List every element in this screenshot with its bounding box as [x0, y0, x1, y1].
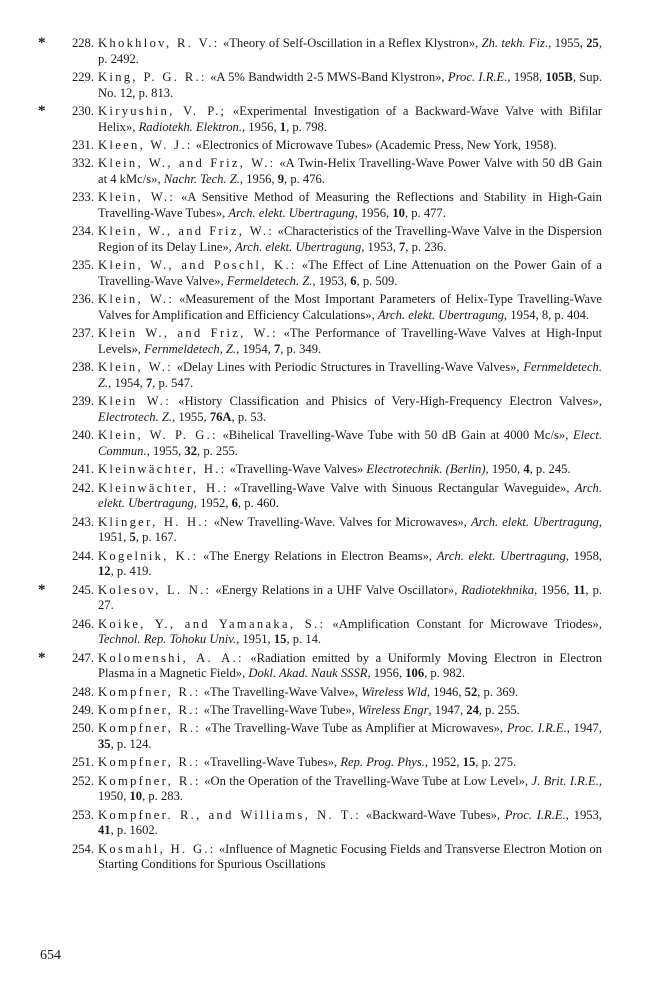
reference-title: «Travelling-Wave Valve with Sinuous Rectangular Waveguide», [228, 480, 575, 495]
reference-year: , 1951, [98, 514, 603, 545]
reference-year: , 1955, [146, 443, 185, 458]
reference-number: 251. [71, 755, 94, 770]
reference-year: , 1951, [236, 632, 274, 647]
reference-title: «The Energy Relations in Electron Beams», [198, 548, 437, 563]
reference-title: «Electronics of Microwave Tubes» (Academic Press, New York, 1958). [192, 137, 557, 152]
reference-year: , 1958, [507, 69, 546, 84]
reference-pages: , p. 236. [405, 239, 447, 254]
reference-number: 231. [71, 137, 94, 152]
reference-journal: Fernmeldetech. Z. [98, 360, 602, 390]
reference-volume: 1 [279, 119, 287, 134]
reference-number: 244. [71, 548, 94, 563]
reference-author: Kolesov, L. N.: [98, 582, 212, 597]
reference-title: «Influence of Magnetic Focusing Fields and Transverse Electron Motion on Starting Conditions for Spurious Oscillations [98, 841, 603, 872]
reference-author: Kompfner, R.: [98, 684, 201, 699]
reference-year: , 1947, [566, 721, 603, 736]
reference-marker: * [38, 581, 46, 598]
reference-journal: Electrotechnik. (Berlin) [366, 462, 486, 477]
reference-author: Klein, W. P. G.: [98, 428, 218, 443]
reference-year: , 1956, [367, 666, 406, 681]
reference-title: «On the Operation of the Travelling-Wave Tube at Low Level», [200, 773, 532, 788]
reference-title: «Travelling-Wave Tubes», [200, 755, 341, 770]
reference-number: 236. [71, 292, 94, 307]
reference-title: «Characteristics of the Travelling-Wave Valve in the Dispersion Region of its Delay Line», [98, 224, 602, 254]
reference-journal: Radiotekh. Elektron. [138, 119, 242, 134]
reference-year: , 1947, [428, 702, 467, 717]
reference-journal: Fermeldetech. Z. [226, 273, 313, 288]
reference-journal: Arch. elekt. Ubertragung [235, 239, 362, 254]
reference-number: 230. [71, 103, 94, 118]
reference-pages: , p. 982. [424, 666, 466, 681]
reference-volume: 15 [273, 632, 287, 647]
reference-entry [0, 703, 646, 719]
reference-title: «History Classification and Phisics of Very-High-Frequency Electron Valves», [171, 394, 602, 409]
reference-entry [0, 138, 646, 154]
reference-volume: 24 [466, 702, 479, 717]
reference-title: «The Travelling-Wave Tube», [200, 702, 358, 717]
reference-journal: Arch. elekt. Ubertragung [228, 205, 355, 220]
reference-entry [0, 808, 646, 839]
reference-author: Klein, W.: [98, 292, 175, 307]
reference-title: «Energy Relations in a UHF Valve Oscillator», [211, 582, 462, 597]
reference-author: Kosmahl, H. G.: [98, 841, 216, 856]
reference-journal: Dokl. Akad. Nauk SSSR [248, 666, 368, 681]
reference-pages: , p. 547. [152, 375, 194, 390]
reference-year: , 1952, [424, 755, 463, 770]
reference-entry [0, 36, 646, 67]
reference-journal: Radiotekhnika [461, 582, 535, 597]
reference-year: , 1952, [193, 496, 232, 511]
reference-journal: Arch. elekt. Ubertragung [98, 480, 603, 511]
reference-pages: , p. 2492. [98, 36, 602, 66]
reference-number: 243. [71, 514, 94, 529]
reference-pages: , p. 255. [478, 702, 520, 717]
reference-volume: 15 [462, 755, 476, 770]
reference-volume: 11 [573, 582, 586, 597]
reference-number: 241. [71, 462, 94, 477]
reference-entry [0, 394, 646, 425]
reference-volume: 25 [586, 36, 599, 50]
reference-volume: 105B [545, 69, 573, 84]
reference-number: 234. [71, 224, 94, 239]
reference-author: Klein, W.: [98, 190, 176, 205]
reference-title: «New Travelling-Wave. Valves for Microwaves», [209, 514, 471, 529]
reference-volume: 41 [98, 823, 111, 838]
reference-number: 242. [71, 480, 94, 495]
reference-year: , 1956, [239, 171, 278, 186]
reference-title: «Radiation emitted by a Uniformly Moving Electron in Electron Plasma in a Magnetic Field», [98, 650, 603, 681]
reference-year: , 1946, [426, 684, 465, 699]
reference-journal: Fernmeldetech, Z. [144, 341, 237, 356]
reference-number: 237. [71, 326, 94, 341]
reference-pages: , p. 27. [98, 582, 603, 613]
reference-number: 238. [71, 360, 94, 375]
reference-journal: Technol. Rep. Tohoku Univ. [98, 632, 237, 647]
reference-entry [0, 617, 646, 648]
reference-title: «The Effect of Line Attenuation on the Power Gain of a Travelling-Wave Valve», [98, 258, 603, 288]
reference-number: 250. [71, 721, 94, 736]
reference-entry [0, 651, 646, 682]
reference-volume: 10 [392, 205, 405, 220]
reference-title: «Theory of Self-Oscillation in a Reflex Klystron», [219, 36, 482, 50]
reference-author: Klein, W.: [98, 360, 174, 375]
reference-list [0, 36, 646, 876]
reference-year: , 1955, [172, 409, 210, 424]
reference-volume: 10 [129, 789, 143, 804]
reference-year: , 1955, [548, 36, 587, 50]
reference-number: 229. [71, 69, 94, 84]
reference-entry [0, 721, 646, 752]
reference-entry [0, 104, 646, 135]
reference-year: , 1958, [565, 548, 603, 563]
reference-entry [0, 360, 646, 391]
reference-entry [0, 583, 646, 614]
reference-author: Kleinwächter, H.: [98, 462, 227, 477]
reference-number: 235. [71, 258, 94, 273]
reference-pages: , p. 124. [110, 736, 152, 751]
reference-entry [0, 224, 646, 255]
reference-year: , 1956, [354, 205, 393, 220]
reference-title: «A Twin-Helix Travelling-Wave Power Valve with 50 dB Gain at 4 kMc/s», [98, 156, 602, 186]
reference-entry [0, 462, 646, 478]
reference-author: Kompfner. R., and Williams, N. T.: [98, 807, 362, 822]
reference-author: Kiryushin, V. P.; [98, 103, 227, 118]
reference-pages: , p. 1602. [110, 823, 158, 838]
reference-title: «A 5% Bandwidth 2-5 MWS-Band Klystron», [206, 69, 448, 84]
reference-year: , 1954, 8, p. 404. [504, 307, 590, 322]
reference-title: «The Travelling-Wave Valve», [200, 684, 362, 699]
reference-number: 246. [71, 616, 94, 631]
reference-volume: 7 [273, 341, 281, 356]
reference-number: 228. [71, 36, 94, 50]
reference-marker: * [38, 35, 46, 51]
reference-volume: 52 [464, 684, 478, 699]
reference-year: , 1950, [98, 773, 603, 804]
reference-number: 249. [71, 702, 94, 717]
reference-author: Kompfner, R.: [98, 755, 201, 770]
reference-pages: , p. 167. [135, 530, 177, 545]
reference-pages: , Sup. No. 12, p. 813. [98, 69, 603, 100]
reference-author: Khokhlov, R. V.: [98, 36, 220, 50]
reference-journal: Arch. elekt. Ubertragung [377, 307, 505, 322]
reference-author: Kogelnik, K.: [98, 548, 199, 563]
reference-title: «Bihelical Travelling-Wave Tube with 50 dB Gain at 4000 Mc/s», [217, 428, 573, 443]
reference-pages: , p. 14. [286, 632, 322, 647]
reference-year: , 1953, [361, 239, 400, 254]
reference-entry [0, 70, 646, 101]
reference-journal: Wireless Engr [357, 702, 429, 717]
reference-journal: Arch. elekt. Ubertragung [470, 514, 599, 529]
reference-entry [0, 685, 646, 701]
reference-year: , 1956, [241, 119, 280, 134]
reference-author: Kompfner, R.: [98, 773, 201, 788]
reference-journal: J. Brit. I.R.E. [531, 773, 599, 788]
reference-volume: 7 [145, 375, 153, 390]
reference-entry [0, 774, 646, 805]
reference-title: «Amplification Constant for Microwave Triodes», [325, 616, 602, 631]
reference-volume: 12 [98, 564, 111, 579]
reference-pages: , p. 419. [110, 564, 152, 579]
reference-author: Klein W.: [98, 394, 172, 409]
reference-number: 253. [71, 807, 94, 822]
reference-year: , 1954, [108, 375, 146, 390]
reference-year: , 1954, [236, 341, 274, 356]
reference-volume: 9 [277, 171, 285, 186]
reference-journal: Wireless Wld [361, 684, 427, 699]
reference-author: Kolomenshi, A. A.: [98, 650, 244, 665]
reference-volume: 4 [523, 462, 530, 477]
reference-entry [0, 190, 646, 221]
reference-author: Klinger, H. H.: [98, 514, 210, 529]
reference-volume: 106 [405, 666, 425, 681]
reference-entry [0, 549, 646, 580]
reference-volume: 5 [129, 530, 136, 545]
reference-number: 252. [71, 773, 94, 788]
reference-number: 239. [71, 394, 94, 409]
reference-author: Kompfner, R.: [98, 721, 202, 736]
reference-journal: Zh. tekh. Fiz. [481, 36, 549, 50]
reference-journal: Nachr. Tech. Z. [163, 171, 240, 186]
reference-entry [0, 258, 646, 289]
reference-journal: Arch. elekt. Ubertragung [436, 548, 566, 563]
reference-title: «Travelling-Wave Valves» [226, 462, 367, 477]
reference-pages: , p. 477. [404, 205, 446, 220]
reference-title: «Measurement of the Most Important Parameters of Helix-Type Travelling-Wave Valves for Amplification and Efficiency Calculations», [98, 292, 602, 322]
reference-volume: 35 [98, 736, 111, 751]
reference-entry [0, 428, 646, 459]
reference-title: «A Sensitive Method of Measuring the Reflections and Stability in High-Gain Travelling-Wave Tubes», [98, 190, 602, 220]
reference-pages: , p. 349. [280, 341, 322, 356]
reference-pages: , p. 369. [477, 684, 519, 699]
reference-author: Klein, W., and Friz, W.: [98, 156, 276, 171]
reference-pages: , p. 283. [142, 789, 184, 804]
reference-volume: 7 [399, 239, 406, 254]
reference-author: Klein, W., and Poschl, K.: [98, 258, 297, 273]
reference-number: 254. [71, 841, 94, 856]
reference-title: «Delay Lines with Periodic Structures in Travelling-Wave Valves», [173, 360, 524, 375]
reference-year: , 1950, [485, 462, 524, 477]
reference-entry [0, 755, 646, 771]
reference-number: 247. [71, 650, 94, 665]
reference-author: Koike, Y., and Yamanaka, S.: [98, 616, 326, 631]
reference-pages: , p. 255. [197, 443, 238, 458]
reference-pages: , p. 53. [231, 409, 267, 424]
reference-author: Kleinwächter, H.: [98, 480, 229, 495]
reference-entry [0, 842, 646, 873]
reference-journal: Electrotech. Z. [98, 409, 173, 424]
reference-author: Klein, W., and Friz, W.: [98, 224, 275, 239]
reference-entry [0, 481, 646, 512]
reference-pages: , p. 245. [529, 462, 571, 477]
reference-entry [0, 515, 646, 546]
reference-number: 240. [71, 428, 94, 443]
reference-volume: 76A [209, 409, 232, 424]
reference-number: 233. [71, 190, 94, 205]
reference-author: King, P. G. R.: [98, 69, 207, 84]
reference-volume: 32 [184, 443, 198, 458]
page-number: 654 [40, 948, 61, 963]
reference-marker: * [38, 102, 46, 119]
reference-title: «The Performance of Travelling-Wave Valves at High-Input Levels», [98, 326, 602, 356]
reference-pages: , p. 460. [237, 496, 279, 511]
reference-pages: , p. 476. [284, 171, 325, 186]
reference-title: «The Travelling-Wave Tube as Amplifier at Microwaves», [201, 721, 507, 736]
reference-entry [0, 156, 646, 187]
reference-volume: 6 [350, 273, 357, 288]
reference-author: Kompfner, R.: [98, 702, 201, 717]
reference-pages: , p. 509. [356, 273, 398, 288]
reference-year: , 1956, [534, 582, 574, 597]
reference-entry [0, 326, 646, 357]
reference-author: Klein W., and Friz, W.: [98, 326, 278, 341]
reference-year: , 1953, [565, 807, 602, 822]
reference-journal: Proc. I.R.E. [504, 807, 566, 822]
reference-number: 245. [71, 582, 94, 597]
reference-journal: Rep. Prog. Phys. [340, 755, 425, 770]
reference-volume: 6 [231, 496, 238, 511]
reference-journal: Elect. Commun. [98, 428, 602, 458]
reference-journal: Proc. I.R.E. [506, 721, 567, 736]
reference-entry [0, 292, 646, 323]
reference-pages: , p. 275. [475, 755, 517, 770]
reference-title: «Experimental Investigation of a Backward-Wave Valve with Bifilar Helix», [98, 103, 602, 134]
reference-number: 332. [71, 156, 94, 171]
reference-year: , 1953, [312, 273, 351, 288]
reference-pages: , p. 798. [286, 119, 327, 134]
reference-journal: Proc. I.R.E. [447, 69, 508, 84]
reference-marker: * [38, 649, 46, 666]
reference-title: «Backward-Wave Tubes», [361, 807, 505, 822]
reference-number: 248. [71, 684, 94, 699]
reference-author: Kleen, W. J.: [98, 137, 193, 152]
